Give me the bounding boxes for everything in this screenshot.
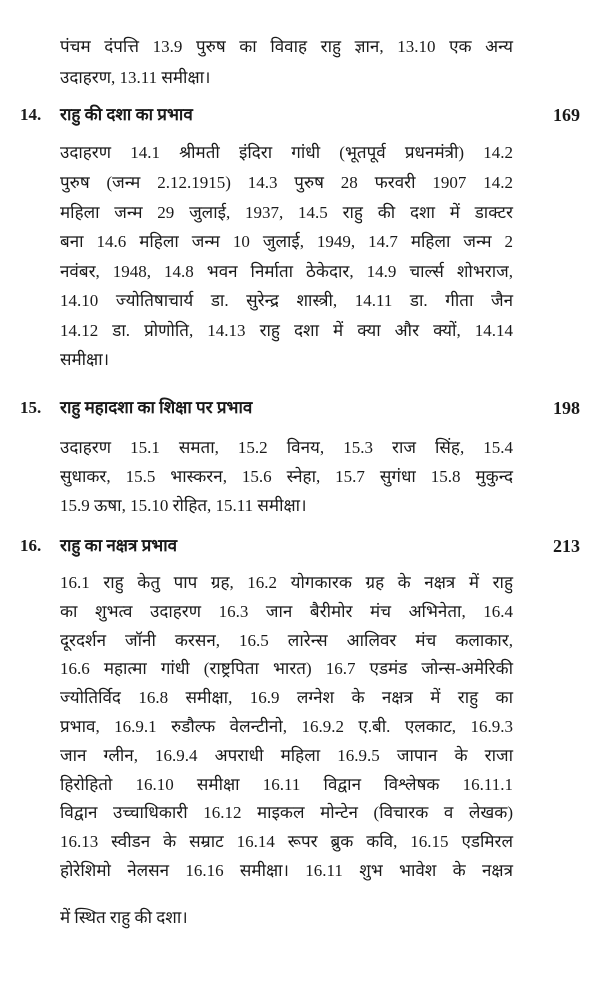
entry-line: समीक्षा। [60,350,110,369]
chapter-title: राहु महादशा का शिक्षा पर प्रभाव [60,398,253,417]
chapter-title: राहु की दशा का प्रभाव [60,105,193,124]
entry-line: पुरुष (जन्म 2.12.1915) 14.3 पुरुष 28 फरवरी 1907 14.2 [60,173,513,192]
entry-line: नवंबर, 1948, 14.8 भवन निर्माता ठेकेदार, 14.9 चार्ल्स शोभराज, [60,262,513,281]
entry-line: जान ग्लीन, 16.9.4 अपराधी महिला 16.9.5 जापान के राजा [60,746,513,765]
entry-line: 16.1 राहु केतु पाप ग्रह, 16.2 योगकारक ग्रह के नक्षत्र में राहु [60,573,513,592]
entry-line: उदाहरण 14.1 श्रीमती इंदिरा गांधी (भूतपूर्व प्रधनमंत्री) 14.2 [60,143,513,162]
chapter-number: 15. [20,398,42,417]
entry-line: सुधाकर, 15.5 भास्करन, 15.6 स्नेहा, 15.7 सुगंधा 15.8 मुकुन्द [60,467,513,486]
entry-line: 14.12 डा. प्रोणोति, 14.13 राहु दशा में क्या और क्यों, 14.14 [60,321,513,340]
entry-line: उदाहरण 15.1 समता, 15.2 विनय, 15.3 राज सिंह, 15.4 [60,438,513,457]
entry-line: प्रभाव, 16.9.1 रुडौल्फ वेलन्टीनो, 16.9.2 ए.बी. एलकाट, 16.9.3 [60,717,513,736]
entry-line: में स्थित राहु की दशा। [60,908,188,927]
entry-line: 16.6 महात्मा गांधी (राष्ट्रपिता भारत) 16.7 एडमंड जोन्स-अमेरिकी [60,659,513,678]
entry-line: होरेशिमो नेलसन 16.16 समीक्षा। 16.11 शुभ भावेश के नक्षत्र [60,861,513,880]
entry-line: 15.9 ऊषा, 15.10 रोहित, 15.11 समीक्षा। [60,496,307,515]
page-number: 169 [553,105,580,125]
entry-line: का शुभत्व उदाहरण 16.3 जान बैरीमोर मंच अभिनेता, 16.4 [60,602,513,621]
chapter-number: 16. [20,536,42,555]
entry-line: बना 14.6 महिला जन्म 10 जुलाई, 1949, 14.7 महिला जन्म 2 [60,232,513,251]
entry-line: विद्वान उच्चाधिकारी 16.12 माइकल मोन्टेन (विचारक व लेखक) [60,803,513,822]
chapter-title: राहु का नक्षत्र प्रभाव [60,536,178,555]
entry-line: दूरदर्शन जॉनी करसन, 16.5 लारेन्स आलिवर मंच कलाकार, [60,631,513,650]
page-number: 198 [553,398,580,418]
entry-line: 16.13 स्वीडन के सम्राट 16.14 रूपर ब्रुक कवि, 16.15 एडमिरल [60,832,513,851]
page-number: 213 [553,536,580,556]
intro-line: पंचम दंपत्ति 13.9 पुरुष का विवाह राहु ज्ञान, 13.10 एक अन्य [60,37,513,56]
entry-line: महिला जन्म 29 जुलाई, 1937, 14.5 राहु की दशा में डाक्टर [60,203,513,222]
entry-line: ज्योतिर्विद 16.8 समीक्षा, 16.9 लग्नेश के नक्षत्र में राहु का [60,688,514,707]
intro-line: उदाहरण, 13.11 समीक्षा। [60,68,211,87]
chapter-number: 14. [20,105,42,124]
entry-line: 14.10 ज्योतिषाचार्य डा. सुरेन्द्र शास्त्री, 14.11 डा. गीता जैन [60,291,513,310]
entry-line: हिरोहितो 16.10 समीक्षा 16.11 विद्वान विश्लेषक 16.11.1 [60,775,513,794]
